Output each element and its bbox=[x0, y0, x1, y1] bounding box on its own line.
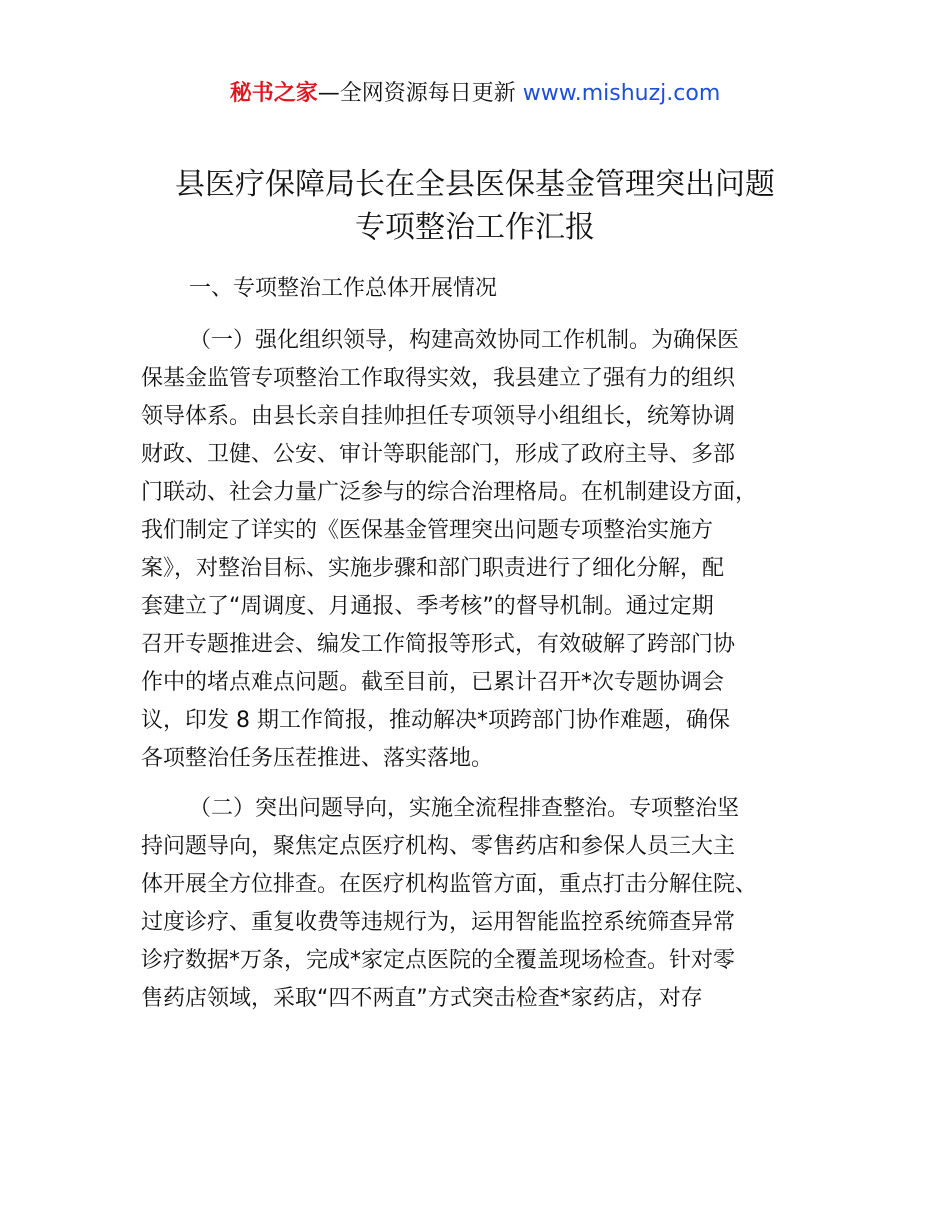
section-heading: 一、专项整治工作总体开展情况 bbox=[189, 276, 498, 301]
paragraph-line: 作中的堵点难点问题。截至目前，已累计召开*次专题协调会 bbox=[141, 670, 725, 695]
paragraph-line: 召开专题推进会、编发工作简报等形式，有效破解了跨部门协 bbox=[141, 632, 736, 657]
paragraph-line: 体开展全方位排查。在医疗机构监管方面，重点打击分解住院、 bbox=[141, 872, 758, 897]
paragraph-line: 门联动、社会力量广泛参与的综合治理格局。在机制建设方面， bbox=[141, 480, 758, 505]
paragraph-line: 诊疗数据*万条，完成*家定点医院的全覆盖现场检查。针对零 bbox=[141, 948, 736, 973]
paragraph bbox=[141, 790, 821, 1018]
paragraph-line: 我们制定了详实的《医保基金管理突出问题专项整治实施方 bbox=[141, 518, 714, 543]
paragraph-line: 财政、卫健、公安、审计等职能部门，形成了政府主导、多部 bbox=[141, 442, 736, 467]
site-header bbox=[0, 78, 950, 110]
paragraph-line: 持问题导向，聚焦定点医疗机构、零售药店和参保人员三大主 bbox=[141, 834, 736, 859]
paragraph-line: 领导体系。由县长亲自挂帅担任专项领导小组组长，统筹协调 bbox=[141, 404, 736, 429]
paragraph-line: 套建立了“周调度、月通报、季考核”的督导机制。通过定期 bbox=[141, 594, 714, 619]
document-title-line: 专项整治工作汇报 bbox=[355, 210, 595, 245]
paragraph-line: （一）强化组织领导，构建高效协同工作机制。为确保医 bbox=[189, 328, 740, 353]
site-url-link[interactable]: www.mishuzj.com bbox=[522, 81, 721, 106]
document-body bbox=[141, 270, 821, 1018]
document-title bbox=[0, 163, 950, 249]
paragraph-line: 过度诊疗、重复收费等违规行为，运用智能监控系统筛查异常 bbox=[141, 910, 736, 935]
paragraph bbox=[141, 322, 821, 778]
paragraph-line: 议，印发 8 期工作简报，推动解决*项跨部门协作难题，确保 bbox=[141, 708, 730, 733]
paragraph-line: （二）突出问题导向，实施全流程排查整治。专项整治坚 bbox=[189, 796, 740, 821]
paragraph-line: 保基金监管专项整治工作取得实效，我县建立了强有力的组织 bbox=[141, 366, 736, 391]
site-brand: 秘书之家 bbox=[229, 81, 318, 106]
paragraph-line: 售药店领域，采取“四不两直”方式突击检查*家药店，对存 bbox=[141, 986, 703, 1011]
paragraph-line: 各项整治任务压茬推进、落实落地。 bbox=[141, 746, 494, 771]
document-title-line: 县医疗保障局长在全县医保基金管理突出问题 bbox=[175, 167, 775, 202]
paragraph-line: 案》，对整治目标、实施步骤和部门职责进行了细化分解，配 bbox=[141, 556, 725, 581]
site-tagline: —全网资源每日更新 bbox=[317, 81, 523, 106]
